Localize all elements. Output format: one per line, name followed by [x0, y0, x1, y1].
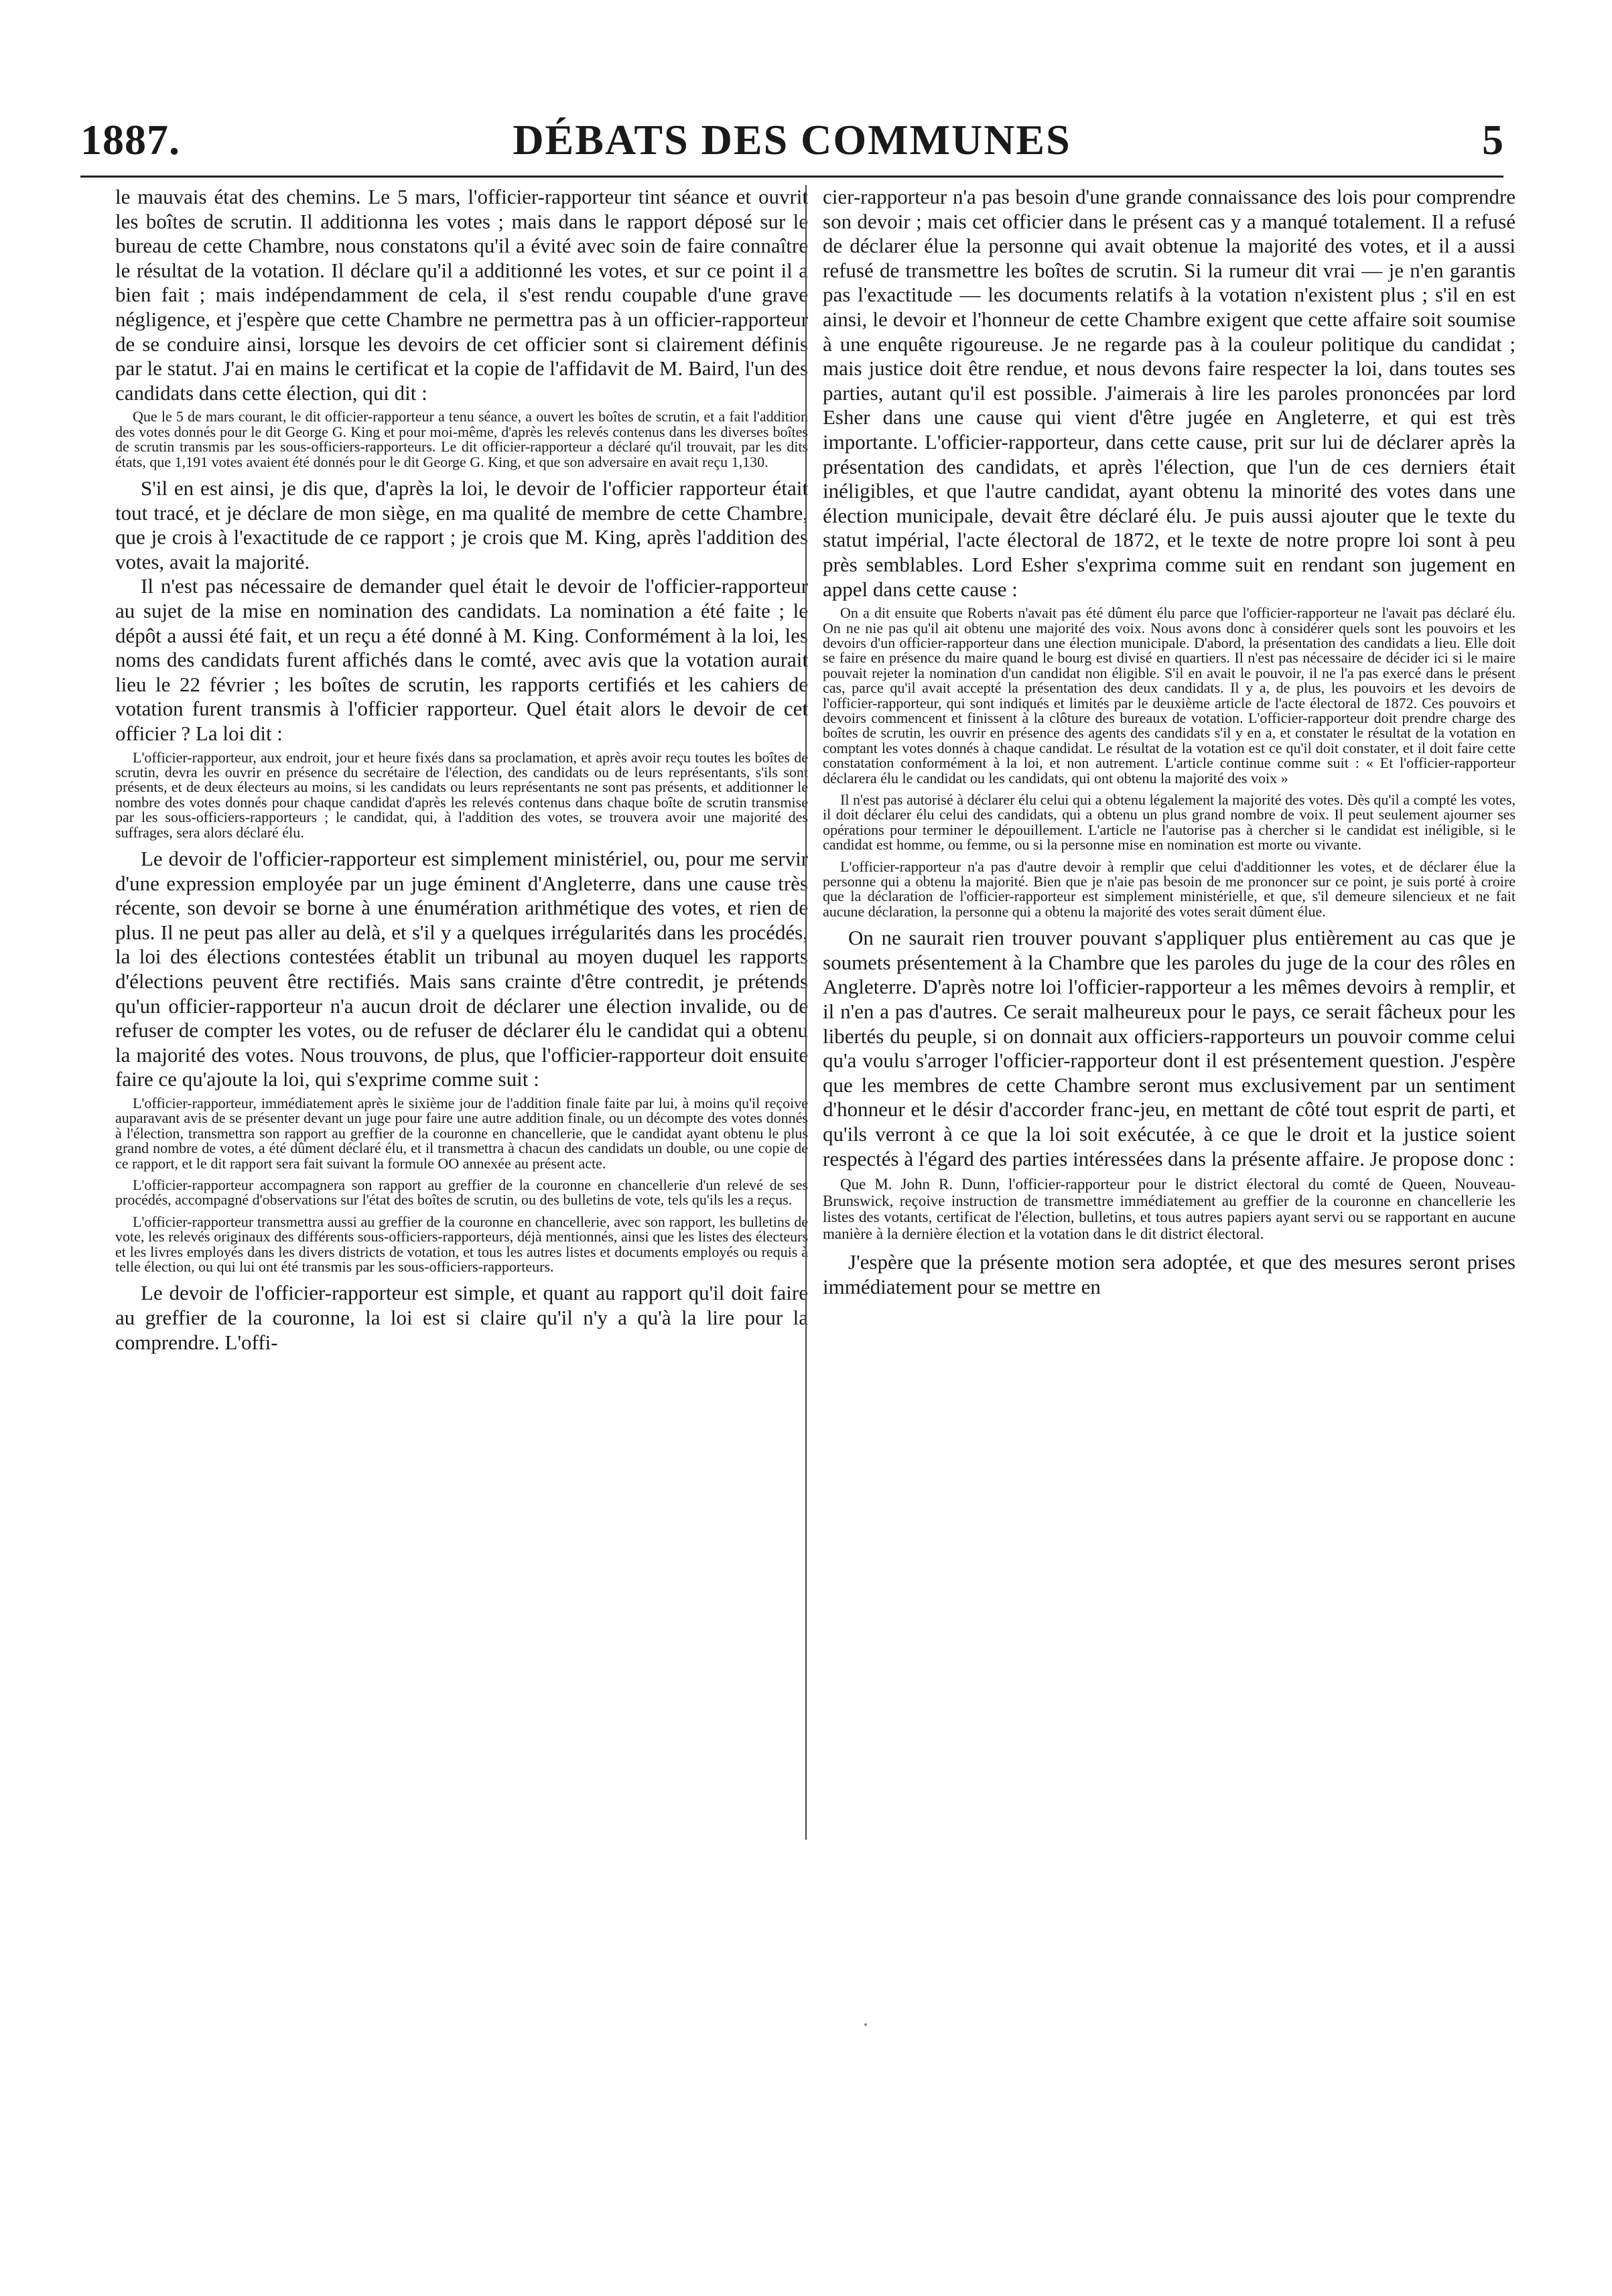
motion-text: Que M. John R. Dunn, l'officier-rapporteur pour le district électoral du comté de Queen, Nouveau-Brunswick, reçoive instruction de transmettre immédiatement au greffier de la couronne en chancellerie les listes des votants, certificat de l'élection, bulletins, et tous autres papiers ayant servi ou se rapportant en aucune manière à la dernière élection et la votation dans le dit district électoral.: [823, 1176, 1516, 1242]
right-quote-esher-2: Il n'est pas autorisé à déclarer élu celui qui a obtenu légalement la majorité des votes. Dès qu'il a compté les votes, il doit déclarer élu celui des candidats, qui a obtenu un plus grand nombre de voix. Il peut seulement ajourner ses opérations pour terminer le dépouillement. L'article ne l'autorise pas à chercher si le candidat est inéligible, si le candidat est homme, ou femme, ou si la personne mise en nomination est morte ou vivante.: [823, 791, 1516, 854]
right-paragraph-3: J'espère que la présente motion sera adoptée, et que des mesures seront prises immédiatement pour se mettre en: [823, 1250, 1516, 1298]
header-year: 1887.: [80, 116, 180, 163]
header-title: DÉBATS DES COMMUNES: [513, 116, 1071, 163]
right-quote-esher-3: L'officier-rapporteur n'a pas d'autre devoir à remplir que celui d'additionner les votes, et de déclarer élue la personne qui a obtenu la majorité. Bien que je n'aie pas besoin de me prononcer sur ce point, je suis porté à croire que la déclaration de l'officier-rapporteur est simplement ministérielle, et que, s'il demeure silencieux et ne fait aucune déclaration, la personne qui a obtenu la majorité des votes serait dûment élue.: [823, 858, 1516, 920]
left-quote-law-1: L'officier-rapporteur, aux endroit, jour et heure fixés dans sa proclamation, et après avoir reçu toutes les boîtes de scrutin, devra les ouvrir en présence du secrétaire de l'élection, des candidats ou de leurs représentants, s'ils sont présents, et de deux électeurs au moins, si les candidats ou leurs représentants ne sont pas présents, et additionner le nombre des votes donnés pour chaque candidat d'après les relevés contenus dans chaque boîte de scrutin transmise par les sous-officiers-rapporteurs ; le candidat, qui, à l'addition des votes, se trouvera avoir une majorité des suffrages, sera alors déclaré élu.: [115, 748, 808, 841]
left-paragraph-2: S'il en est ainsi, je dis que, d'après la loi, le devoir de l'officier rapporteur était tout tracé, et je déclare de mon siège, en ma qualité de membre de cette Chambre, que je crois à l'exactitude de ce rapport ; je crois que M. King, après l'addition des votes, avait la majorité.: [115, 476, 808, 573]
left-quote-law-3: L'officier-rapporteur accompagnera son rapport au greffier de la couronne en chancellerie d'un relevé de ses procédés, accompagné d'observations sur l'état des boîtes de scrutin, ou des bulletins de vote, tels qu'ils les a reçus.: [115, 1176, 808, 1209]
left-quote-affidavit: Que le 5 de mars courant, le dit officier-rapporteur a tenu séance, a ouvert les boîtes de scrutin, et a fait l'addition des votes donnés pour le dit George G. King et pour moi-même, d'après les relevés contenus dans les diverses boîtes de scrutin transmis par les sous-officiers-rapporteurs. Le dit officier-rapporteur a déclaré qu'il trouvait, par les dits états, que 1,191 votes avaient été donnés pour le dit George G. King, et que son adversaire en avait reçu 1,130.: [115, 408, 808, 470]
left-paragraph-1: le mauvais état des chemins. Le 5 mars, l'officier-rapporteur tint séance et ouvrit les boîtes de scrutin. Il additionna les votes ; mais dans le rapport déposé sur le bureau de cette Chambre, nous constatons qu'il a évité avec soin de faire connaître le résultat de la votation. Il déclare qu'il a additionné les votes, et sur ce point il a bien fait ; mais indépendamment de cela, il s'est rendu coupable d'une grave négligence, et j'espère que cette Chambre ne permettra pas à un officier-rapporteur de se conduire ainsi, lorsque les devoirs de cet officier sont si clairement définis par le statut. J'ai en mains le certificat et la copie de l'affidavit de M. Baird, l'un des candidats dans cette élection, qui dit :: [115, 185, 808, 405]
print-speck: [864, 2023, 867, 2026]
right-paragraph-1: cier-rapporteur n'a pas besoin d'une grande connaissance des lois pour comprendre son devoir ; mais cet officier dans le présent cas y a manqué totalement. Il a refusé de déclarer élue la personne qui avait obtenue la majorité des votes, et il a aussi refusé de transmettre les boîtes de scrutin. Si la rumeur dit vrai — je n'en garantis pas l'exactitude — les documents relatifs à la votation n'existent plus ; s'il en est ainsi, le devoir et l'honneur de cette Chambre exigent que cette affaire soit soumise à une enquête rigoureuse. Je ne regarde pas à la couleur politique du candidat ; mais justice doit être rendue, et nous devons faire respecter la loi, dans toutes ses parties, autant qu'il est possible. J'aimerais à lire les paroles prononcées par lord Esher dans une cause qui vient d'être jugée en Angleterre, et qui est très importante. L'officier-rapporteur, dans cette cause, prit sur lui de déclarer après la présentation des candidats, et après l'élection, que l'un de ces derniers était inéligibles, et que l'autre candidat, ayant obtenu la minorité des votes dans une élection municipale, devait être déclaré élu. Je puis aussi ajouter que le texte du statut impérial, l'acte électoral de 1872, et le texte de notre propre loi sont à peu près semblables. Lord Esher s'exprima comme suit en rendant son jugement en appel dans cette cause :: [823, 185, 1516, 601]
left-quote-law-2: L'officier-rapporteur, immédiatement après le sixième jour de l'addition finale faite par lui, à moins qu'il reçoive auparavant avis de se présenter devant un juge pour faire une autre addition finale, ou un décompte des votes donnés à l'élection, transmettra son rapport au greffier de la couronne en chancellerie, que le candidat ayant obtenu le plus grand nombre de votes, a été dûment déclaré élu, et il transmettra à chacun des candidats un double, ou une copie de ce rapport, et le dit rapport sera fait suivant la formule OO annexée au présent acte.: [115, 1094, 808, 1172]
right-paragraph-2: On ne saurait rien trouver pouvant s'appliquer plus entièrement au cas que je soumets présentement à la Chambre que les paroles du juge de la cour des rôles en Angleterre. D'après notre loi l'officier-rapporteur a les mêmes devoirs à remplir, et il n'en a pas d'autres. Ce serait malheureux pour le pays, ce serait fâcheux pour les libertés du peuple, si on donnait aux officiers-rapporteurs un pouvoir comme celui qu'a voulu s'arroger l'officier-rapporteur dont il est présentement question. J'espère que les membres de cette Chambre seront mus exclusivement par un sentiment d'honneur et le désir d'accorder franc-jeu, en mettant de côté tout esprit de parti, et qu'ils verront à ce que la loi soit exécutée, à ce que le droit et la justice soient respectés à l'égard des parties intéressées dans la présente affaire. Je propose donc :: [823, 926, 1516, 1170]
page-header: [80, 115, 1503, 169]
left-column: [115, 185, 808, 1846]
page-number: 5: [1482, 116, 1503, 163]
header-rule: [80, 176, 1503, 178]
left-paragraph-5: Le devoir de l'officier-rapporteur est simple, et quant au rapport qu'il doit faire au greffier de la couronne, la loi est si claire qu'il n'y a qu'à la lire pour la comprendre. L'offi-: [115, 1281, 808, 1354]
left-paragraph-3: Il n'est pas nécessaire de demander quel était le devoir de l'officier-rapporteur au sujet de la mise en nomination des candidats. La nomination a été faite ; le dépôt a aussi été fait, et un reçu a été donné à M. King. Conformément à la loi, les noms des candidats furent affichés dans le comté, avec avis que la votation aurait lieu le 22 février ; les boîtes de scrutin, les rapports certifiés et les cahiers de votation furent transmis à l'officier rapporteur. Quel était alors le devoir de cet officier ? La loi dit :: [115, 574, 808, 745]
right-column: [823, 185, 1516, 1846]
left-paragraph-4: Le devoir de l'officier-rapporteur est simplement ministériel, ou, pour me servir d'une expression employée par un juge éminent d'Angleterre, dans une cause très récente, son devoir se borne à une énumération arithmétique des votes, et rien de plus. Il ne peut pas aller au delà, et s'il y a quelques irrégularités dans les procédés, la loi des élections contestées établit un tribunal au moyen duquel les rapports d'élections peuvent être rectifiés. Mais sans crainte d'être contredit, je prétends qu'un officier-rapporteur n'a aucun droit de déclarer une élection invalide, ou de refuser de compter les votes, ou de refuser de déclarer élu le candidat qui a obtenu la majorité des votes. Nous trouvons, de plus, que l'officier-rapporteur doit ensuite faire ce qu'ajoute la loi, qui s'exprime comme suit :: [115, 846, 808, 1091]
left-quote-law-4: L'officier-rapporteur transmettra aussi au greffier de la couronne en chancellerie, avec son rapport, les bulletins de vote, les relevés originaux des différents sous-officiers-rapporteurs, déjà mentionnés, ainsi que les listes des électeurs et les livres employés dans les divers districts de votation, et tous les autres listes et documents employés ou requis à telle élection, ou qui lui ont été transmis par les sous-officiers-rapporteurs.: [115, 1213, 808, 1275]
column-divider: [805, 185, 807, 1840]
right-quote-esher-1: On a dit ensuite que Roberts n'avait pas été dûment élu parce que l'officier-rapporteur ne l'avait pas déclaré élu. On ne nie pas qu'il ait obtenu une majorité des voix. Nous avons donc à considérer quels sont les pouvoirs et les devoirs d'un officier-rapporteur dans une élection municipale. D'abord, la présentation des candidats a lieu. Elle doit se faire en présence du maire quand le bourg est divisé en quartiers. Il n'est pas nécessaire de décider ici si le maire pouvait rejeter la nomination d'un candidat non éligible. S'il en avait le pouvoir, il ne l'a pas exercé dans le présent cas, parce qu'il avait accepté la présentation des deux candidats. Il y a, de plus, les pouvoirs et les devoirs de l'officier-rapporteur, qui sont indiqués et limités par le deuxième article de l'acte électoral de 1872. Ces pouvoirs et devoirs commencent et finissent à la clôture des bureaux de votation. L'officier-rapporteur doit prendre charge des boîtes de scrutin, les ouvrir en présence des agents des candidats s'il y en a, et constater le résultat de la votation en comptant les votes donnés à chaque candidat. Le résultat de la votation est ce qu'il doit constater, et il doit faire cette constatation conformément à la loi, et non autrement. L'article continue comme suit : « Et l'officier-rapporteur déclarera élu le candidat ou les candidats, qui ont obtenu la majorité des voix »: [823, 604, 1516, 787]
